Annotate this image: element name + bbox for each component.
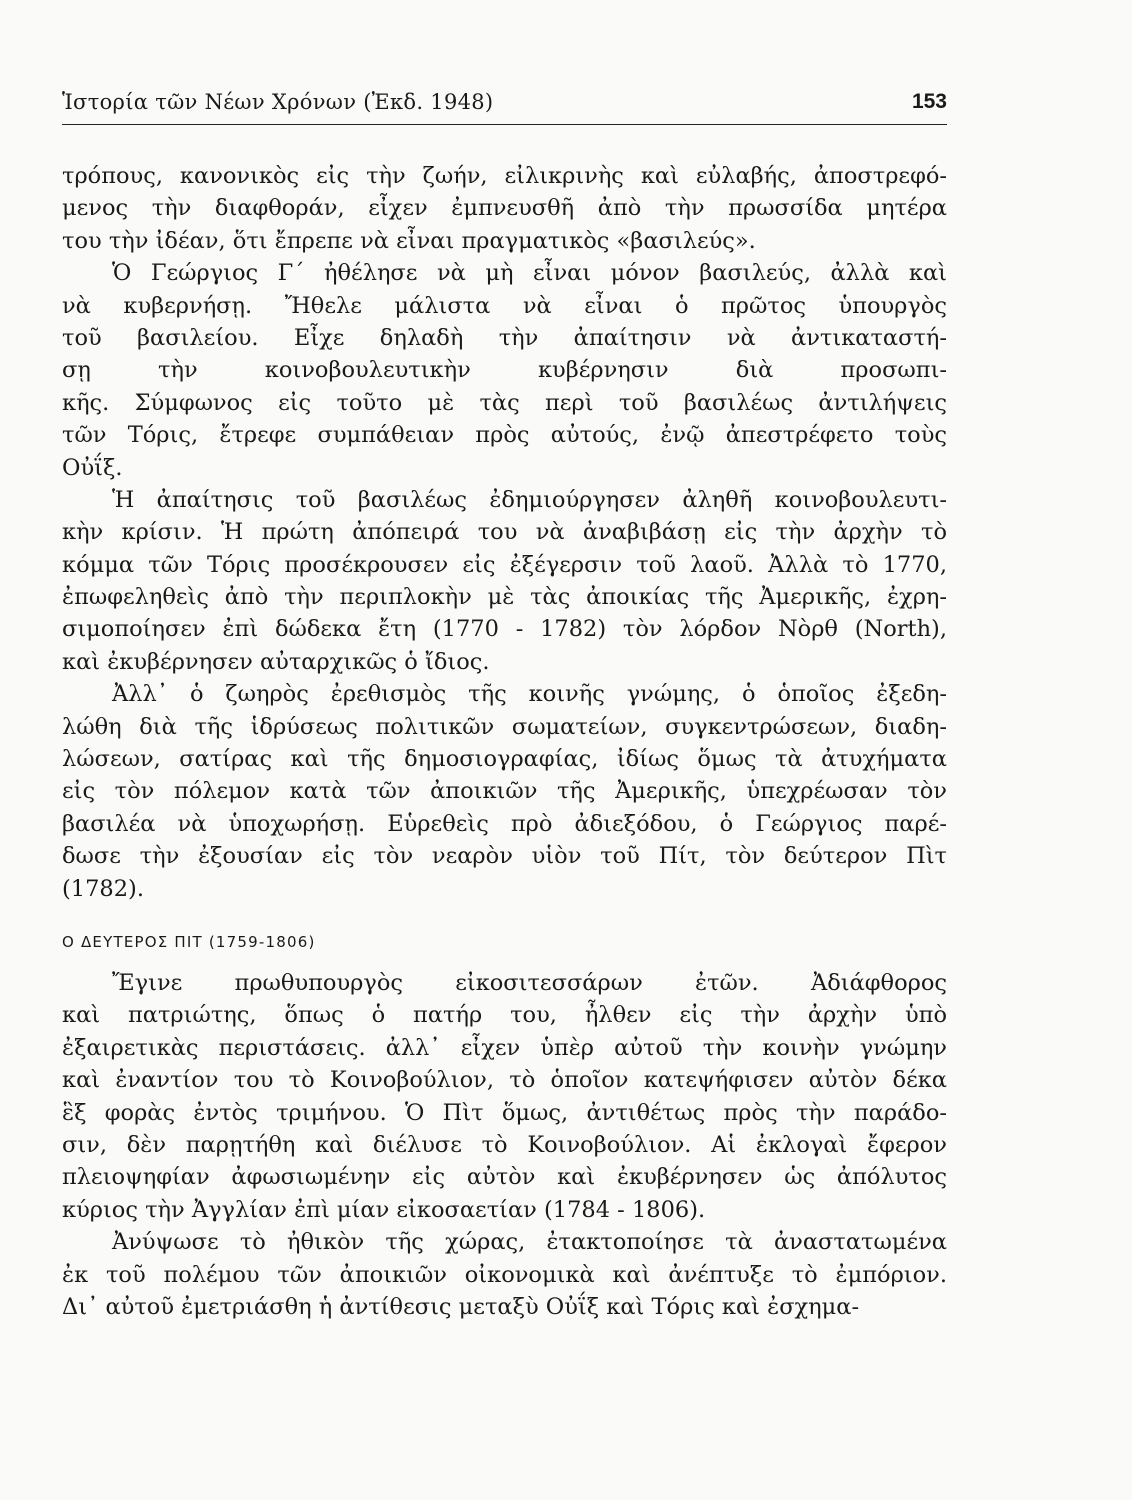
text-line: Ἀνύψωσε τὸ ἠθικὸν τῆς χώρας, ἐτακτοποίησε τὰ ἀναστατωμένα bbox=[112, 1229, 947, 1256]
paragraphs-after-section bbox=[62, 967, 947, 1323]
text-line: Οὐΐξ. bbox=[62, 454, 123, 481]
text-line: (1782). bbox=[62, 875, 144, 902]
text-line: ἐξαιρετικὰς περιστάσεις. ἀλλ᾽ εἶχεν ὑπὲρ αὐτοῦ τὴν κοινὴν γνώμην bbox=[62, 1034, 947, 1061]
text-line: του τὴν ἰδέαν, ὅτι ἔπρεπε νὰ εἶναι πραγματικὸς «βασιλεύς». bbox=[62, 227, 756, 254]
text-line: καὶ πατριώτης, ὅπως ὁ πατήρ του, ἦλθεν εἰς τὴν ἀρχὴν ὑπὸ bbox=[62, 1002, 947, 1029]
text-line: Ἀλλ᾽ ὁ ζωηρὸς ἐρεθισμὸς τῆς κοινῆς γνώμης, ὁ ὁποῖος ἐξεδη- bbox=[112, 681, 947, 708]
paragraph bbox=[62, 678, 947, 905]
text-line: ἓξ φορὰς ἐντὸς τριμήνου. Ὁ Πὶτ ὅμως, ἀντιθέτως πρὸς τὴν παράδο- bbox=[62, 1099, 947, 1126]
text-line: Δι᾽ αὐτοῦ ἐμετριάσθη ἡ ἀντίθεσις μεταξὺ Οὐΐξ καὶ Τόρις καὶ ἐσχημα- bbox=[62, 1293, 860, 1320]
paragraph bbox=[62, 257, 947, 484]
paragraph bbox=[62, 1226, 947, 1323]
text-line: τρόπους, κανονικὸς εἰς τὴν ζωήν, εἰλικρινὴς καὶ εὐλαβής, ἀποστρεφό- bbox=[62, 163, 947, 189]
text-line: λώσεων, σατίρας καὶ τῆς δημοσιογραφίας, ἰδίως ὅμως τὰ ἀτυχήματα bbox=[62, 746, 947, 773]
text-line: εἰς τὸν πόλεμον κατὰ τῶν ἀποικιῶν τῆς Ἀμερικῆς, ὑπεχρέωσαν τὸν bbox=[62, 778, 947, 805]
text-line: λώθη διὰ τῆς ἱδρύσεως πολιτικῶν σωματείων, συγκεντρώσεων, διαδη- bbox=[62, 713, 947, 740]
text-line: Ἡ ἀπαίτησις τοῦ βασιλέως ἐδημιούργησεν ἀληθῆ κοινοβουλευτι- bbox=[112, 486, 947, 513]
text-line: καὶ ἐκυβέρνησεν αὐταρχικῶς ὁ ἴδιος. bbox=[62, 648, 490, 675]
paragraph bbox=[62, 967, 947, 1226]
page-number: 153 bbox=[911, 90, 947, 113]
text-line: δωσε τὴν ἐξουσίαν εἰς τὸν νεαρὸν υἱὸν τοῦ Πίτ, τὸν δεύτερον Πὶτ bbox=[62, 843, 947, 870]
text-line: σιν, δὲν παρῃτήθη καὶ διέλυσε τὸ Κοινοβούλιον. Αἱ ἐκλογαὶ ἔφερον bbox=[62, 1131, 947, 1158]
text-line: μενος τὴν διαφθοράν, εἶχεν ἐμπνευσθῆ ἀπὸ τὴν πρωσσίδα μητέρα bbox=[62, 195, 947, 222]
text-line: νὰ κυβερνήσῃ. Ἤθελε μάλιστα νὰ εἶναι ὁ πρῶτος ὑπουργὸς bbox=[62, 292, 947, 319]
text-line: πλειοψηφίαν ἀφωσιωμένην εἰς αὐτὸν καὶ ἐκυβέρνησεν ὡς ἀπόλυτος bbox=[62, 1164, 947, 1191]
page-body bbox=[62, 160, 947, 1323]
text-line: βασιλέα νὰ ὑποχωρήσῃ. Εὑρεθεὶς πρὸ ἀδιεξόδου, ὁ Γεώργιος παρέ- bbox=[62, 810, 947, 837]
text-line: Ἔγινε πρωθυπουργὸς εἰκοσιτεσσάρων ἐτῶν. Ἀδιάφθορος bbox=[112, 969, 947, 996]
paragraph bbox=[62, 484, 947, 678]
text-line: τοῦ βασιλείου. Εἶχε δηλαδὴ τὴν ἀπαίτησιν νὰ ἀντικαταστή- bbox=[62, 324, 947, 351]
section-heading: Ο ΔΕΥΤΕΡΟΣ ΠΙΤ (1759-1806) bbox=[62, 932, 316, 951]
text-line: σῃ τὴν κοινοβουλευτικὴν κυβέρνησιν διὰ προσωπι- bbox=[62, 357, 947, 384]
paragraphs-before-section bbox=[62, 160, 947, 905]
text-line: κὴν κρίσιν. Ἡ πρώτη ἀπόπειρά του νὰ ἀναβιβάσῃ εἰς τὴν ἀρχὴν τὸ bbox=[62, 519, 947, 546]
page-header bbox=[62, 90, 947, 125]
running-title: Ἱστορία τῶν Νέων Χρόνων (Ἐκδ. 1948) bbox=[62, 90, 494, 114]
text-line: καὶ ἐναντίον του τὸ Κοινοβούλιον, τὸ ὁποῖον κατεψήφισεν αὐτὸν δέκα bbox=[62, 1067, 947, 1094]
text-line: σιμοποίησεν ἐπὶ δώδεκα ἔτη (1770 - 1782) τὸν λόρδον Νὸρθ (North), bbox=[62, 616, 947, 643]
text-line: κόμμα τῶν Τόρις προσέκρουσεν εἰς ἐξέγερσιν τοῦ λαοῦ. Ἀλλὰ τὸ 1770, bbox=[62, 551, 947, 578]
paragraph bbox=[62, 160, 947, 257]
text-line: Ὁ Γεώργιος Γ΄ ἠθέλησε νὰ μὴ εἶναι μόνον βασιλεύς, ἀλλὰ καὶ bbox=[112, 260, 947, 287]
text-line: ἐκ τοῦ πολέμου τῶν ἀποικιῶν οἰκονομικὰ καὶ ἀνέπτυξε τὸ ἐμπόριον. bbox=[62, 1261, 947, 1288]
text-line: κῆς. Σύμφωνος εἰς τοῦτο μὲ τὰς περὶ τοῦ βασιλέως ἀντιλήψεις bbox=[62, 389, 947, 416]
text-line: τῶν Τόρις, ἔτρεφε συμπάθειαν πρὸς αὐτούς, ἐνῷ ἀπεστρέφετο τοὺς bbox=[62, 422, 947, 449]
text-line: κύριος τὴν Ἀγγλίαν ἐπὶ μίαν εἰκοσαετίαν (1784 - 1806). bbox=[62, 1196, 706, 1223]
text-line: ἐπωφεληθεὶς ἀπὸ τὴν περιπλοκὴν μὲ τὰς ἀποικίας τῆς Ἀμερικῆς, ἐχρη- bbox=[62, 584, 947, 611]
